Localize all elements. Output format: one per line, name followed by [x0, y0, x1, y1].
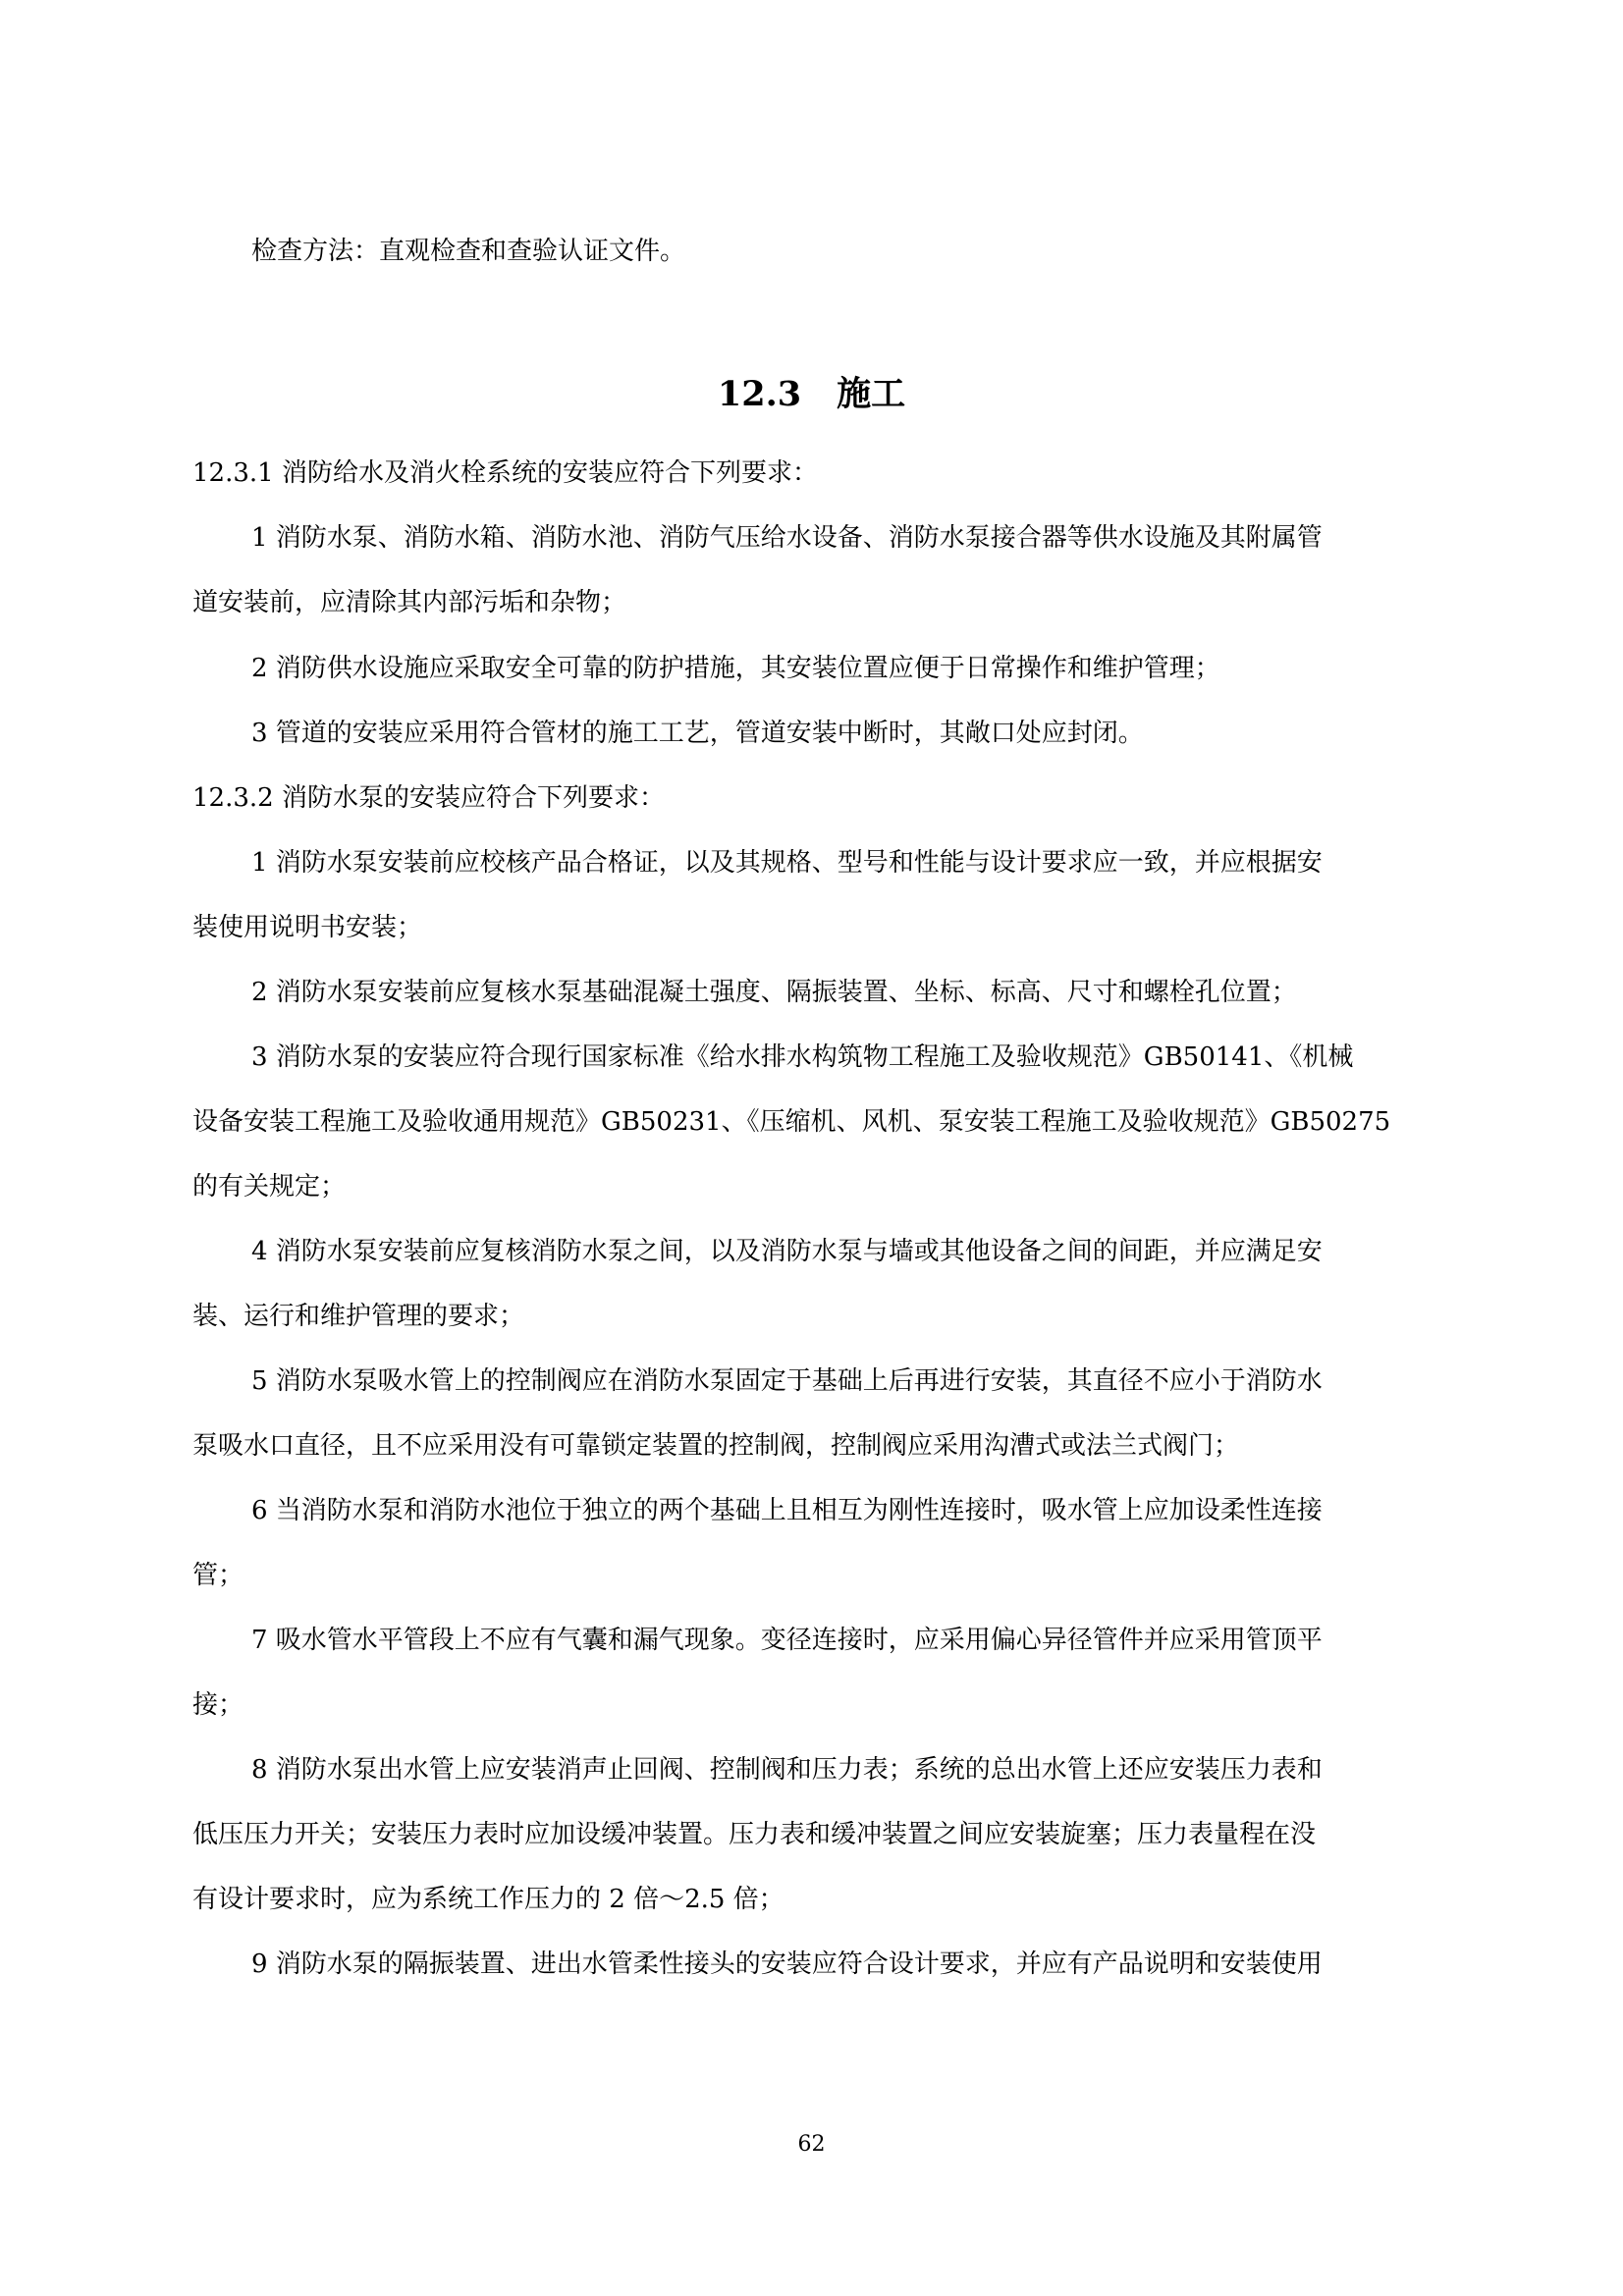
paragraph-line: 6 当消防水泵和消防水池位于独立的两个基础上且相互为刚性连接时，吸水管上应加设柔性连接 — [251, 1496, 1323, 1525]
section-title: 施工 — [837, 374, 906, 414]
paragraph-line: 低压压力开关；安装压力表时应加设缓冲装置。压力表和缓冲装置之间应安装旋塞；压力表量程在没 — [192, 1820, 1317, 1849]
paragraph-line: 5 消防水泵吸水管上的控制阀应在消防水泵固定于基础上后再进行安装，其直径不应小于消防水 — [251, 1366, 1323, 1396]
clause-12-3-1: 12.3.1 消防给水及消火栓系统的安装应符合下列要求： — [192, 458, 818, 488]
paragraph-line: 接； — [192, 1690, 244, 1720]
paragraph-line: 3 消防水泵的安装应符合现行国家标准《给水排水构筑物工程施工及验收规范》GB50141、《机械 — [251, 1042, 1354, 1072]
paragraph-line: 有设计要求时，应为系统工作压力的 2 倍～2.5 倍； — [192, 1885, 784, 1914]
paragraph-line: 8 消防水泵出水管上应安装消声止回阀、控制阀和压力表；系统的总出水管上还应安装压力表和 — [251, 1755, 1323, 1785]
inspection-method-text: 检查方法：直观检查和查验认证文件。 — [251, 237, 686, 266]
paragraph-line: 道安装前，应清除其内部污垢和杂物； — [192, 588, 627, 617]
section-heading — [0, 371, 1623, 418]
page-number: 62 — [797, 2132, 826, 2157]
paragraph-line: 1 消防水泵安装前应校核产品合格证，以及其规格、型号和性能与设计要求应一致，并应根据安 — [251, 848, 1323, 878]
paragraph-line: 7 吸水管水平管段上不应有气囊和漏气现象。变径连接时，应采用偏心异径管件并应采用管顶平 — [251, 1626, 1323, 1655]
paragraph-line: 装、运行和维护管理的要求； — [192, 1302, 525, 1331]
paragraph-line: 9 消防水泵的隔振装置、进出水管柔性接头的安装应符合设计要求，并应有产品说明和安装使用 — [251, 1949, 1323, 1979]
paragraph-line: 泵吸水口直径，且不应采用没有可靠锁定装置的控制阀，控制阀应采用沟漕式或法兰式阀门； — [192, 1431, 1240, 1461]
paragraph-line: 4 消防水泵安装前应复核消防水泵之间，以及消防水泵与墙或其他设备之间的间距，并应满足安 — [251, 1237, 1323, 1266]
paragraph-line: 装使用说明书安装； — [192, 913, 423, 942]
paragraph-line: 3 管道的安装应采用符合管材的施工工艺，管道安装中断时，其敞口处应封闭。 — [251, 719, 1144, 748]
paragraph-line: 管； — [192, 1561, 244, 1590]
paragraph-line: 2 消防水泵安装前应复核水泵基础混凝土强度、隔振装置、坐标、标高、尺寸和螺栓孔位置； — [251, 978, 1297, 1007]
clause-12-3-2: 12.3.2 消防水泵的安装应符合下列要求： — [192, 783, 665, 813]
paragraph-line: 1 消防水泵、消防水箱、消防水池、消防气压给水设备、消防水泵接合器等供水设施及其附属管 — [251, 523, 1323, 553]
paragraph-line: 的有关规定； — [192, 1172, 347, 1201]
section-number: 12.3 — [717, 374, 802, 414]
paragraph-line: 设备安装工程施工及验收通用规范》GB50231、《压缩机、风机、泵安装工程施工及验收规范》GB50275 — [192, 1107, 1391, 1137]
paragraph-line: 2 消防供水设施应采取安全可靠的防护措施，其安装位置应便于日常操作和维护管理； — [251, 654, 1220, 683]
